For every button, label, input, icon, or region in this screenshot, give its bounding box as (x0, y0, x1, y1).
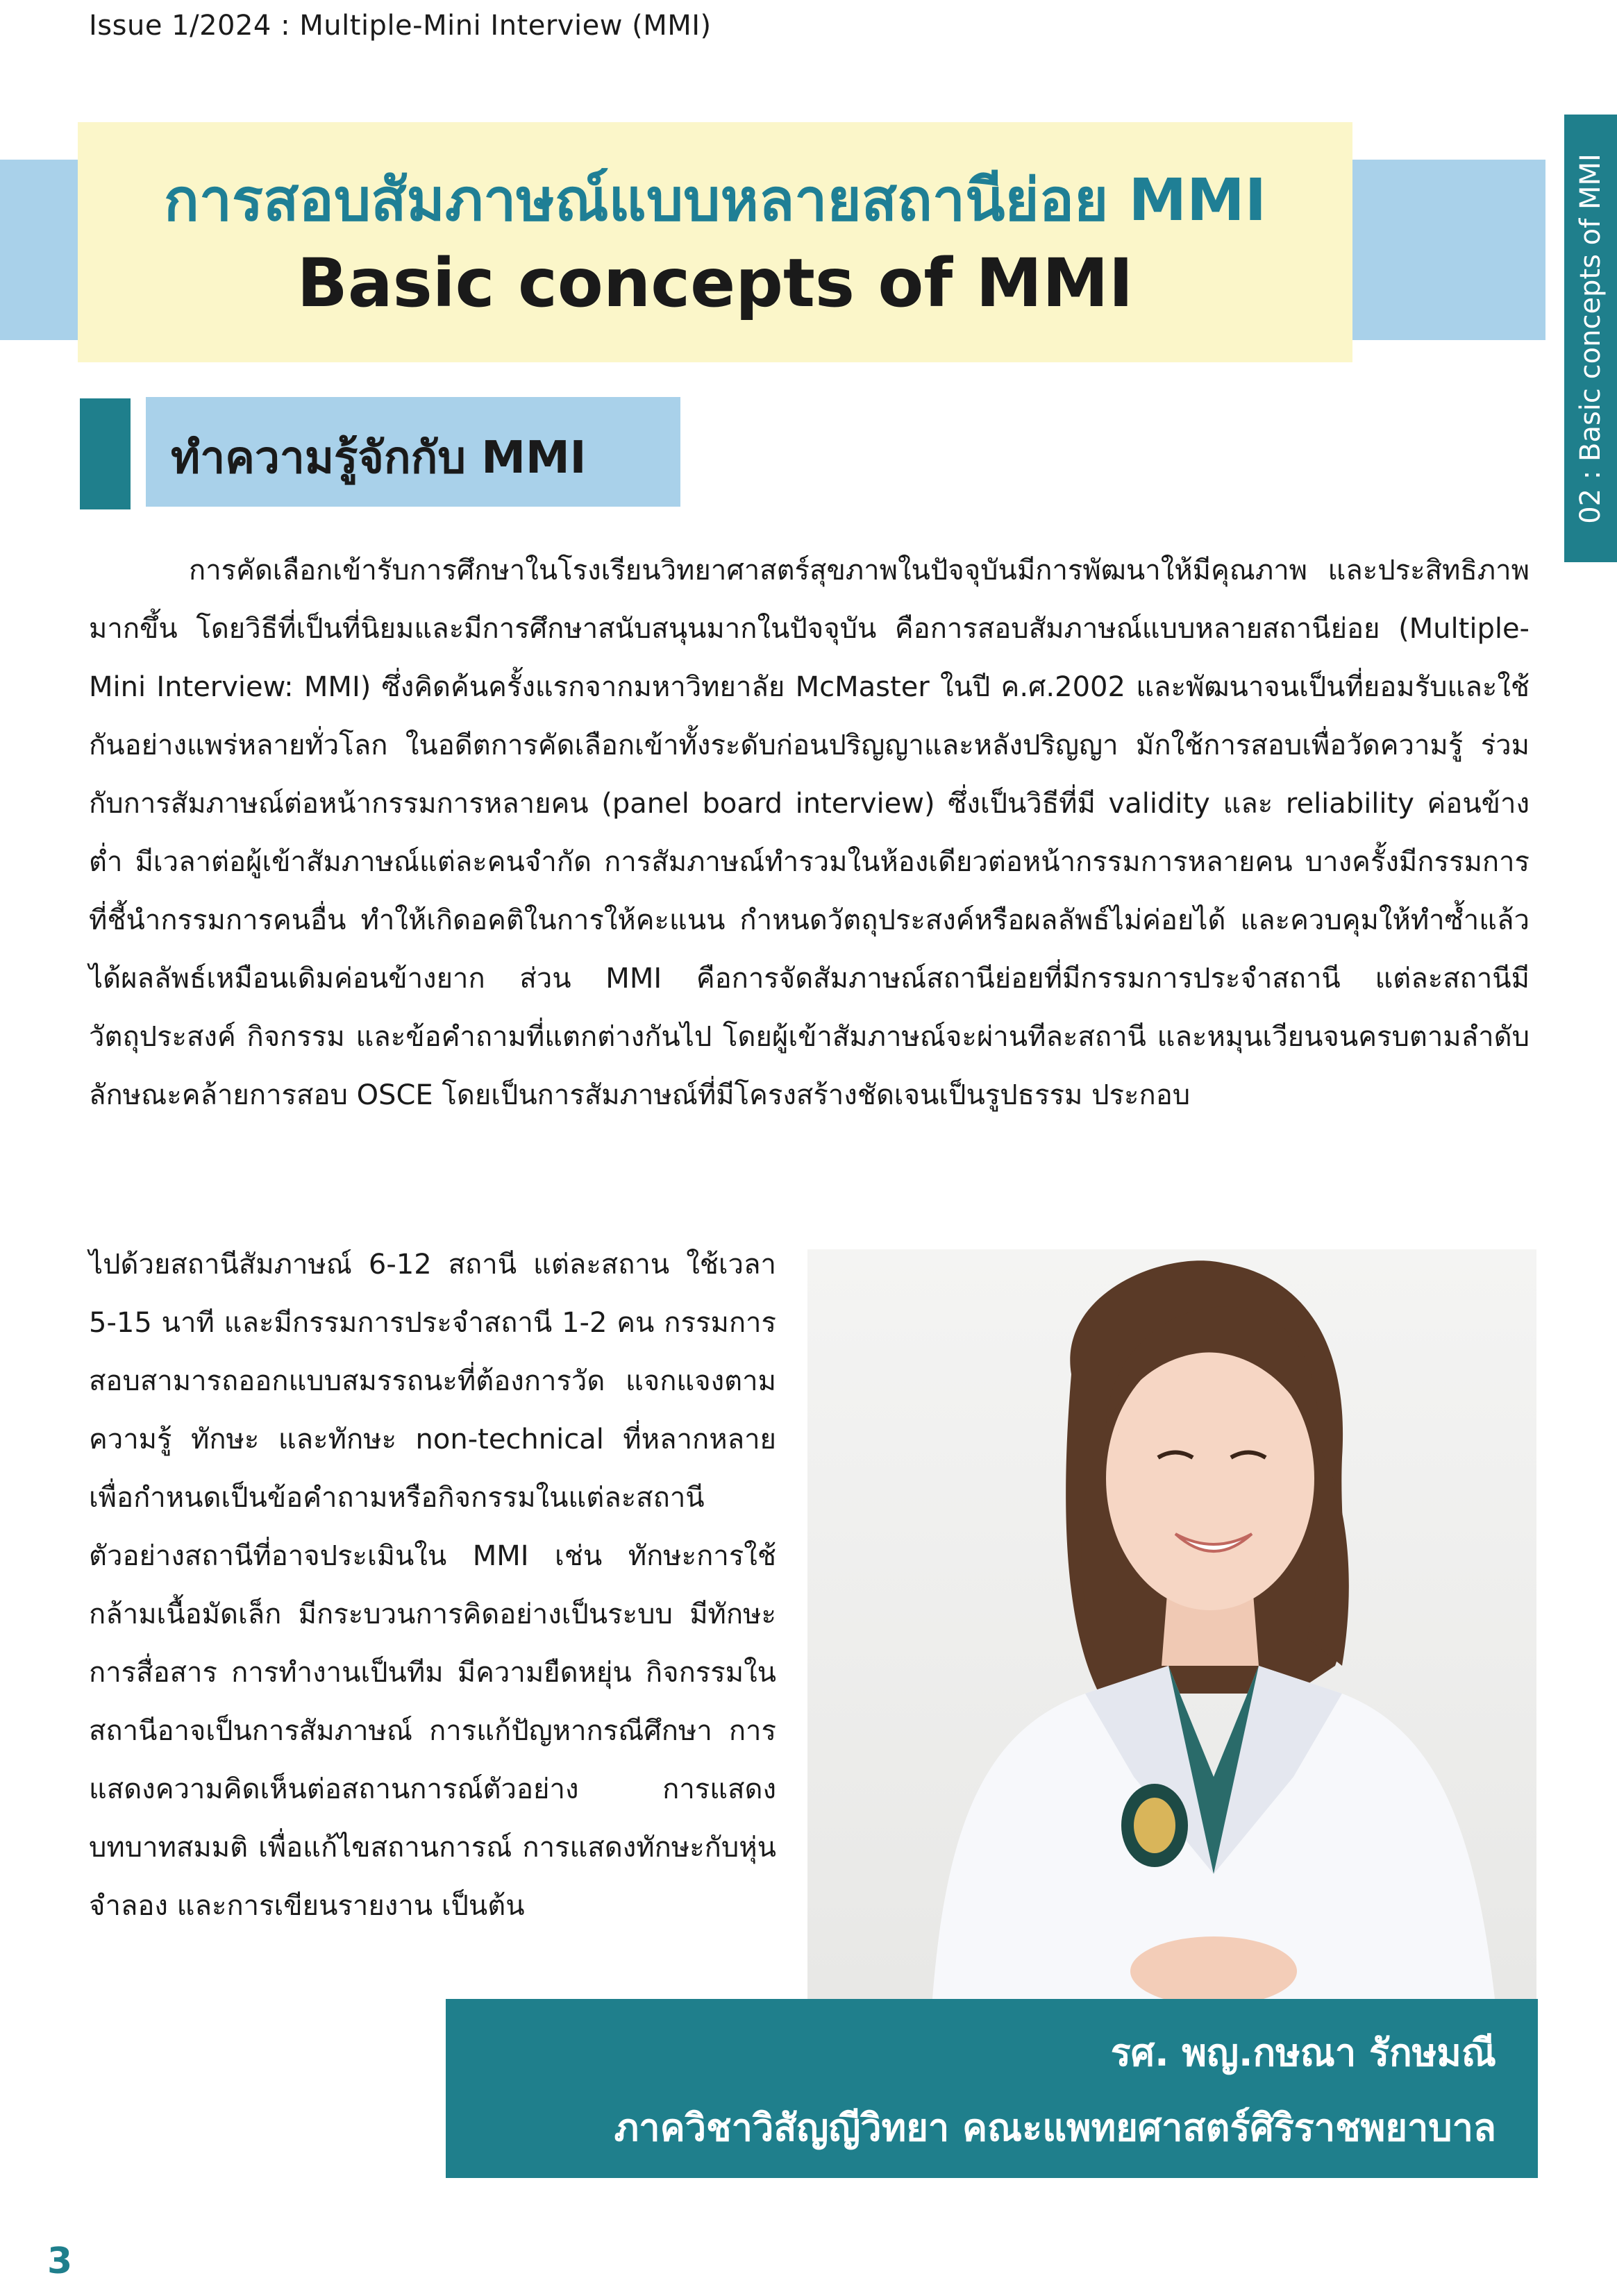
page-number: 3 (47, 2240, 73, 2282)
body-paragraph-main: การคัดเลือกเข้ารับการศึกษาในโรงเรียนวิทยาศาสตร์สุขภาพในปัจจุบันมีการพัฒนาให้มีคุณภาพ และประสิทธิภาพมากขึ้น โดยวิธีที่เป็นที่นิยมและมีการศึกษาสนับสนุนมากในปัจจุบัน คือการสอบสัมภาษณ์แบบหลายสถานีย่อย (Multiple-Mini Interview: MMI) ซึ่งคิดค้นครั้งแรกจากมหาวิทยาลัย McMaster ในปี ค.ศ.2002 และพัฒนาจนเป็นที่ยอมรับและใช้กันอย่างแพร่หลายทั่วโลก ในอดีตการคัดเลือกเข้าทั้งระดับก่อนปริญญาและหลังปริญญา มักใช้การสอบเพื่อวัดความรู้ ร่วมกับการสัมภาษณ์ต่อหน้ากรรมการหลายคน (panel board interview) ซึ่งเป็นวิธีที่มี validity และ reliability ค่อนข้างต่ำ มีเวลาต่อผู้เข้าสัมภาษณ์แต่ละคนจำกัด การสัมภาษณ์ทำรวมในห้องเดียวต่อหน้ากรรมการหลายคน บางครั้งมีกรรมการที่ชี้นำกรรมการคนอื่น ทำให้เกิดอคติในการให้คะแนน กำหนดวัตถุประสงค์หรือผลลัพธ์ไม่ค่อยได้ และควบคุมให้ทำซ้ำแล้วได้ผลลัพธ์เหมือนเดิมค่อนข้างยาก ส่วน MMI คือการจัดสัมภาษณ์สถานีย่อยที่มีกรรมการประจำสถานี แต่ละสถานีมีวัตถุประสงค์ กิจกรรม และข้อคำถามที่แตกต่างกันไป โดยผู้เข้าสัมภาษณ์จะผ่านทีละสถานี และหมุนเวียนจนครบตามลำดับลักษณะคล้ายการสอบ OSCE โดยเป็นการสัมภาษณ์ที่มีโครงสร้างชัดเจนเป็นรูปธรรม ประกอบ (89, 555, 1530, 1111)
side-tab-label: 02 : Basic concepts of MMI (1575, 153, 1607, 524)
section-accent-bar (80, 398, 131, 509)
side-tab (1564, 115, 1617, 562)
title-thai: การสอบสัมภาษณ์แบบหลายสถานีย่อย MMI (164, 166, 1266, 234)
section-heading: ทำความรู้จักกับ MMI (171, 432, 587, 484)
author-department: ภาควิชาวิสัญญีวิทยา คณะแพทยศาสตร์ศิริราชพยาบาล (614, 2106, 1496, 2150)
section-heading-box (146, 397, 680, 507)
author-caption (446, 1999, 1538, 2178)
portrait-illustration (807, 1249, 1536, 1999)
portrait-photo (807, 1249, 1536, 1999)
title-english: Basic concepts of MMI (296, 244, 1134, 322)
body-paragraph-narrow: ไปด้วยสถานีสัมภาษณ์ 6-12 สถานี แต่ละสถาน ใช้เวลา 5-15 นาที และมีกรรมการประจำสถานี 1-2 คน กรรมการสอบสามารถออกแบบสมรรถนะที่ต้องการวัด แจกแจงตามความรู้ ทักษะ และทักษะ non-technical ที่หลากหลาย เพื่อกำหนดเป็นข้อคำถามหรือกิจกรรมในแต่ละสถานี ตัวอย่างสถานีที่อาจประเมินใน MMI เช่น ทักษะการใช้กล้ามเนื้อมัดเล็ก มีกระบวนการคิดอย่างเป็นระบบ มีทักษะการสื่อสาร การทำงานเป็นทีม มีความยืดหยุ่น กิจกรรมในสถานีอาจเป็นการสัมภาษณ์ การแก้ปัญหากรณีศึกษา การแสดงความคิดเห็นต่อสถานการณ์ตัวอย่าง การแสดงบทบาทสมมติ เพื่อแก้ไขสถานการณ์ การแสดงทักษะกับหุ่นจำลอง และการเขียนรายงาน เป็นต้น (89, 1249, 776, 1922)
author-name: รศ. พญ.กษณา รักษมณี (1110, 2031, 1496, 2075)
issue-header: Issue 1/2024 : Multiple-Mini Interview (MMI) (89, 10, 712, 42)
title-box (78, 122, 1352, 362)
